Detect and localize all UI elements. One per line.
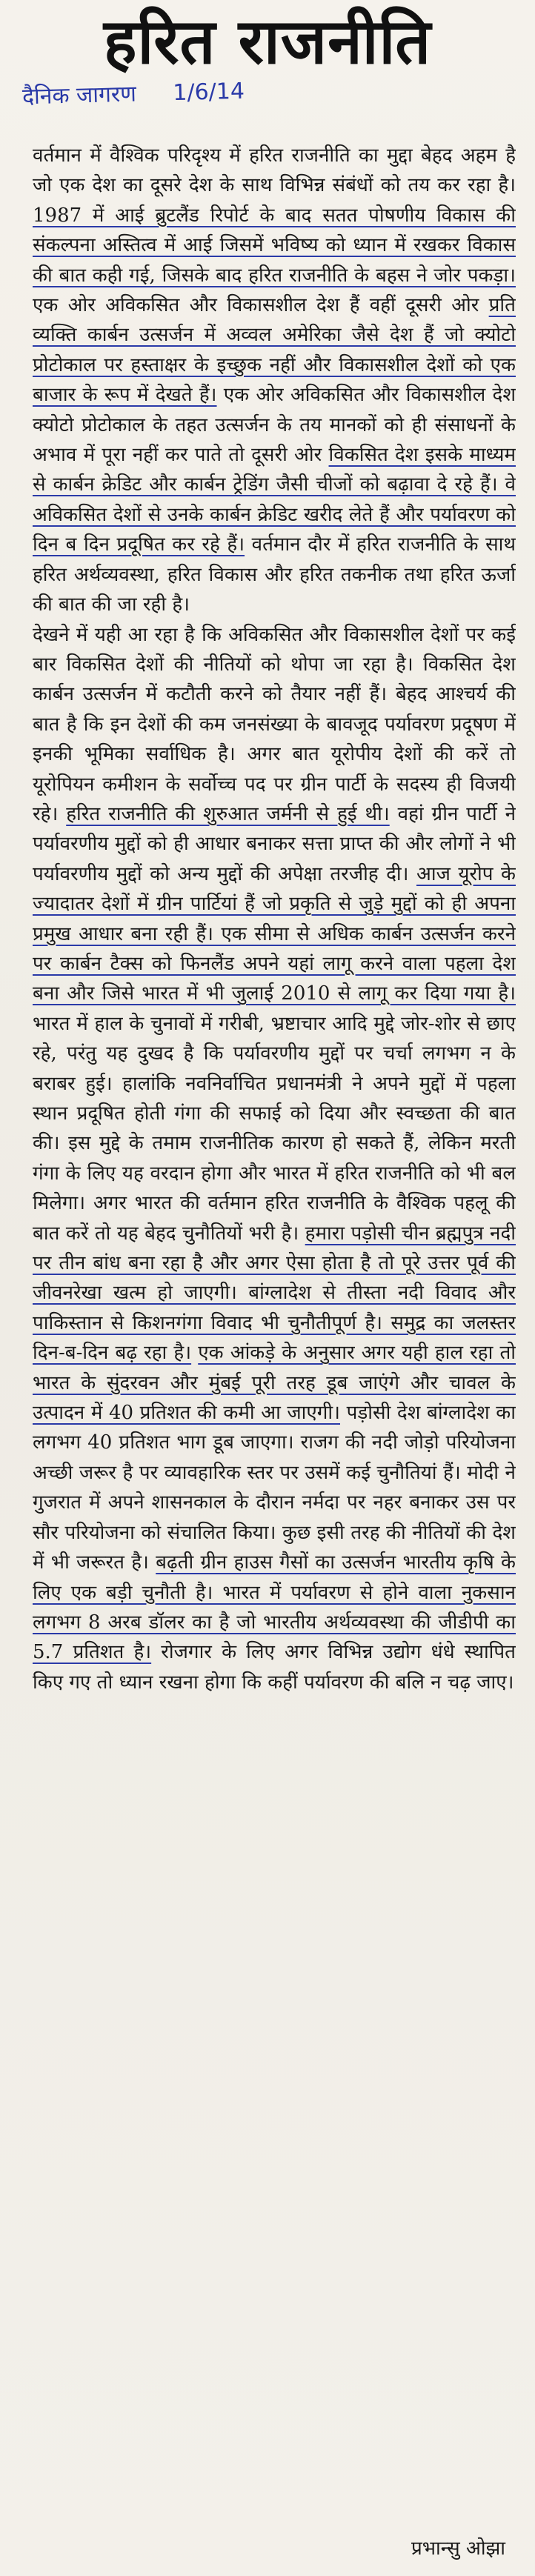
underlined-passage: 1987 में आई ब्रुटलैंड रिपोर्ट के बाद सतत पोषणीय विकास की संकल्पना अस्तित्व में आई जिसमें भविष्य को ध्यान में रखकर विकास की बात कही गई, जिसके बाद हरित राजनीति के बहस ने जोर पकड़ा।: [33, 204, 516, 287]
text-passage: देखने में यही आ रहा है कि अविकसित और विकासशील देशों पर कई बार विकसित देशों की नीतियों को थोपा जा रहा है। विकसित देश कार्बन उत्सर्जन में कटौती करने को तैयार नहीं हैं। बेहद आश्चर्य की बात है कि इन देशों की कम जनसंख्या के बावजूद पर्यावरण प्रदूषण में इनकी भूमिका सर्वाधिक है। अगर बात यूरोपीय देशों की करें तो यूरोपियन कमीशन के सर्वोच्च पद पर ग्रीन पार्टी के सदस्य ही विजयी रहे।: [33, 623, 516, 825]
handwritten-annotation: [22, 74, 275, 111]
underlined-passage: हमारा पड़ोसी चीन ब्रह्मपुत्र नदी पर तीन बांध बना रहा है और अगर ऐसा होता है तो पूरे उत्तर पूर्व की जीवनरेखा खत्म हो जाएगी। बांग्लादेश से तीस्ता नदी विवाद और पाकिस्तान से किशनगंगा विवाद भी चुनौतीपूर्ण है। समुद्र का जलस्तर दिन-ब-दिन बढ़ रहा है।: [33, 1222, 516, 1365]
underlined-passage: एक आंकड़े के अनुसार अगर यही हाल रहा तो भारत के सुंदरवन और मुंबई पूरी तरह डूब जाएंगे और चावल के उत्पादन में 40 प्रतिशत की कमी आ जाएगी।: [33, 1342, 516, 1425]
text-passage: एक ओर अविकसित और विकासशील देश हैं वहीं दूसरी ओर: [33, 294, 489, 317]
article-paragraph: [33, 620, 516, 1698]
handwritten-date: 1/6/14: [172, 78, 245, 107]
text-passage: वहां ग्रीन पार्टी ने पर्यावरणीय मुद्दों को ही आधार बनाकर सत्ता प्राप्त की और लोगों ने भी पर्यावरणीय मुद्दों को अन्य मुद्दों की अपेक्षा तरजीह दी।: [33, 802, 516, 885]
underlined-passage: आज यूरोप के ज्यादातर देशों में ग्रीन पार्टियां हैं जो प्रकृति से जुड़े मुद्दों को ही अपना प्रमुख आधार बना रही हैं। एक सीमा से अधिक कार्बन उत्सर्जन करने पर कार्बन टैक्स को फिनलैंड अपने यहां लागू करने वाला पहला देश बना और जिसे भारत में भी जुलाई 2010 से लागू कर दिया गया है।: [33, 862, 516, 1005]
author-byline: प्रभान्सु ओझा: [411, 2537, 505, 2560]
text-passage: रोजगार के लिए अगर विभिन्न उद्योग धंधे स्थापित किए गए तो ध्यान रखना होगा कि कहीं पर्यावरण की बलि न चढ़ जाए।: [33, 1641, 516, 1694]
underlined-passage: प्रति व्यक्ति कार्बन उत्सर्जन में अव्वल अमेरिका जैसे देश हैं जो क्योटो प्रोटोकाल पर हस्ताक्षर के इच्छुक नहीं और विकासशील देशों को एक बाजार के रूप में देखते हैं।: [33, 294, 516, 407]
article-body: [33, 141, 516, 2556]
text-passage: भारत में हाल के चुनावों में गरीबी, भ्रष्टाचार आदि मुद्दे जोर-शोर से छाए रहे, परंतु यह दुखद है कि पर्यावरणीय मुद्दों पर चर्चा लगभग न के बराबर हुई। हालांकि नवनिर्वाचित प्रधानमंत्री ने अपने मुद्दों में पहला स्थान प्रदूषित होती गंगा की सफाई को दिया और स्वच्छता की बात की। इस मुद्दे के तमाम राजनीतिक कारण हो सकते हैं, लेकिन मरती गंगा के लिए यह वरदान होगा और भारत में हरित राजनीति को भी बल मिलेगा। अगर भारत की वर्तमान हरित राजनीति के वैश्विक पहलू की बात करें तो यह बेहद चुनौतियों भरी है।: [33, 1012, 516, 1245]
article-paragraph: [33, 141, 516, 620]
underlined-passage: बढ़ती ग्रीन हाउस गैसों का उत्सर्जन भारतीय कृषि के लिए एक बड़ी चुनौती है। भारत में पर्यावरण से होने वाला नुकसान लगभग 8 अरब डॉलर का है जो भारतीय अर्थव्यवस्था की जीडीपी का 5.7 प्रतिशत है।: [33, 1551, 516, 1664]
headline: हरित राजनीति: [103, 5, 432, 78]
underlined-passage: हरित राजनीति की शुरुआत जर्मनी से हुई थी।: [66, 802, 390, 825]
text-passage: वर्तमान दौर में हरित राजनीति के साथ हरित अर्थव्यवस्था, हरित विकास और हरित तकनीक तथा हरित ऊर्जा की बात की जा रही है।: [33, 533, 516, 616]
text-passage: [191, 1342, 198, 1364]
text-passage: एक ओर अविकसित और विकासशील देश क्योटो प्रोटोकाल के तहत उत्सर्जन के तय मानकों को ही संसाधनों के अभाव में पूरा नहीं कर पाते तो दूसरी ओर: [33, 384, 516, 467]
underlined-passage: विकसित देश इसके माध्यम से कार्बन क्रेडिट और कार्बन ट्रेडिंग जैसी चीजों को बढ़ावा दे रहे हैं। वे अविकसित देशों से उनके कार्बन क्रेडिट खरीद लेते हैं और पर्यावरण को दिन ब दिन प्रदूषित कर रहे हैं।: [33, 444, 516, 556]
handwritten-source: दैनिक जागरण: [21, 81, 137, 110]
text-passage: पड़ोसी देश बांग्लादेश का लगभग 40 प्रतिशत भाग डूब जाएगा। राजग की नदी जोड़ो परियोजना अच्छी जरूर है पर व्यावहारिक स्तर पर उसमें कई चुनौतियां हैं। मोदी ने गुजरात में अपने शासनकाल के दौरान नर्मदा पर नहर बनाकर उस पर सौर परियोजना को संचालित किया। कुछ इसी तरह की नीतियों की देश में भी जरूरत है।: [33, 1402, 516, 1574]
text-passage: वर्तमान में वैश्विक परिदृश्य में हरित राजनीति का मुद्दा बेहद अहम है जो एक देश का दूसरे देश के साथ विभिन्न संबंधों को तय कर रहा है।: [33, 144, 516, 197]
